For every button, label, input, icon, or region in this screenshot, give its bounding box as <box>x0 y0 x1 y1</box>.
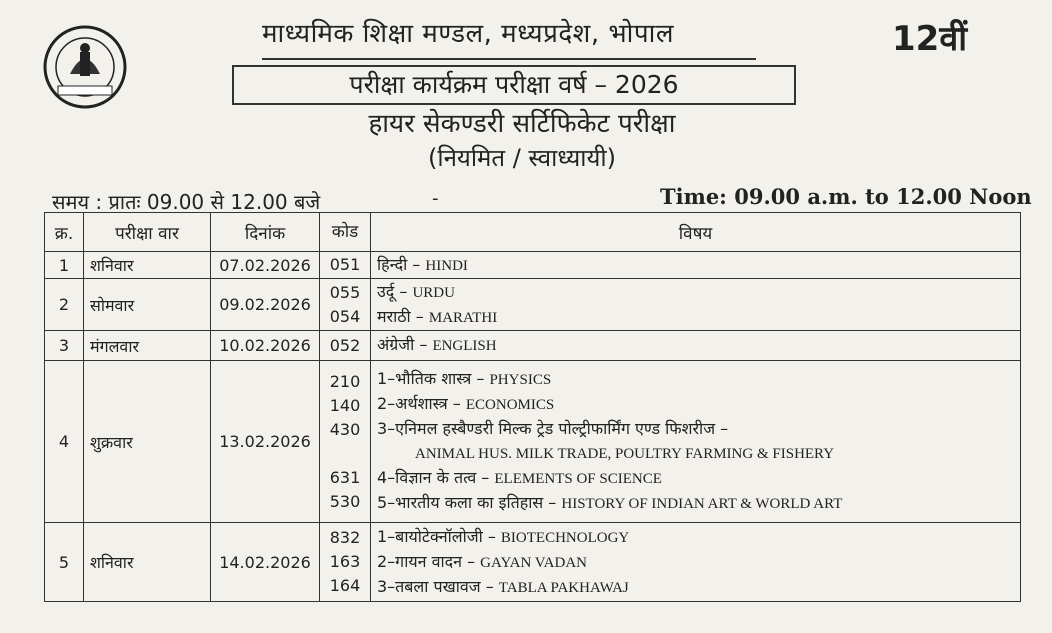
subject-code: 631 <box>329 467 361 487</box>
subject-hindi: अंग्रेजी – <box>377 335 433 354</box>
row-subjects <box>371 252 1021 279</box>
subject-line <box>377 367 1014 392</box>
row-date: 14.02.2026 <box>211 523 320 602</box>
table-header-row <box>45 213 1021 252</box>
row-serial: 2 <box>45 279 84 331</box>
row-codes <box>320 252 371 279</box>
exam-schedule-title: परीक्षा कार्यक्रम परीक्षा वर्ष – 2026 <box>232 65 796 105</box>
subject-english: GAYAN VADAN <box>480 554 588 571</box>
subject-line <box>377 575 1014 600</box>
subject-code: 530 <box>329 491 361 511</box>
row-day: मंगलवार <box>84 331 211 361</box>
subject-line <box>377 466 1014 491</box>
table-row <box>45 279 1021 331</box>
row-codes <box>320 331 371 361</box>
header-day: परीक्षा वार <box>84 213 211 252</box>
row-date: 13.02.2026 <box>211 361 320 523</box>
row-day: शुक्रवार <box>84 361 211 523</box>
table-row <box>45 361 1021 523</box>
subject-line <box>377 333 1014 358</box>
row-subjects <box>371 361 1021 523</box>
subject-line <box>377 253 1014 278</box>
exam-timetable <box>44 212 1021 602</box>
row-codes <box>320 279 371 331</box>
header-serial: क्र. <box>45 213 84 252</box>
subject-hindi: हिन्दी – <box>377 254 426 274</box>
subject-code: 055 <box>329 282 361 302</box>
row-date: 09.02.2026 <box>211 279 320 331</box>
subject-english: URDU <box>412 284 455 301</box>
subject-line <box>377 417 1014 441</box>
subject-code: 051 <box>329 255 361 274</box>
row-serial: 4 <box>45 361 84 523</box>
table-row <box>45 252 1021 279</box>
header-subject: विषय <box>371 213 1021 252</box>
subject-hindi: 2–अर्थशास्त्र – <box>377 394 466 413</box>
row-serial: 3 <box>45 331 84 361</box>
subject-english: MARATHI <box>428 309 498 326</box>
subject-hindi: उर्दू – <box>377 281 413 301</box>
certificate-title: हायर सेकण्डरी सर्टिफिकेट परीक्षा <box>368 109 676 139</box>
subject-line <box>377 525 1014 550</box>
exam-mode: (नियमित / स्वाध्यायी) <box>428 144 616 172</box>
subject-code: 210 <box>329 371 361 391</box>
row-serial: 1 <box>45 252 84 279</box>
subject-english: ANIMAL HUS. MILK TRADE, POULTRY FARMING & FISHERY <box>415 446 835 462</box>
subject-hindi: 3–तबला पखावज – <box>377 576 499 596</box>
subject-code: 163 <box>329 552 361 571</box>
row-subjects <box>371 331 1021 361</box>
subject-hindi: 1–भौतिक शास्त्र – <box>377 369 490 388</box>
row-date: 07.02.2026 <box>211 252 320 279</box>
row-subjects <box>371 523 1021 602</box>
subject-english: ECONOMICS <box>465 397 555 413</box>
subject-code: 164 <box>329 576 361 595</box>
row-codes <box>320 361 371 523</box>
subject-line <box>377 305 1014 330</box>
grade-label: 12वीं <box>892 19 968 59</box>
subject-english: BIOTECHNOLOGY <box>500 529 630 546</box>
subject-hindi: 1–बायोटेक्नॉलोजी – <box>377 526 501 546</box>
subject-english: HISTORY OF INDIAN ART & WORLD ART <box>561 496 843 512</box>
row-day: शनिवार <box>84 252 211 279</box>
row-subjects <box>371 279 1021 331</box>
subject-english: ELEMENTS OF SCIENCE <box>494 471 662 487</box>
subject-english: HINDI <box>425 257 468 274</box>
subject-hindi: मराठी – <box>377 306 429 326</box>
row-day: सोमवार <box>84 279 211 331</box>
subject-english: PHYSICS <box>489 372 552 388</box>
subject-hindi: 2–गायन वादन – <box>377 551 481 571</box>
subject-english: ENGLISH <box>432 338 497 354</box>
subject-code <box>326 442 364 466</box>
subject-english: TABLA PAKHAWAJ <box>498 579 629 596</box>
subject-hindi: 5–भारतीय कला का इतिहास – <box>377 493 562 512</box>
subject-line <box>377 550 1014 575</box>
row-day: शनिवार <box>84 523 211 602</box>
subject-line <box>377 441 1014 466</box>
row-codes <box>320 523 371 602</box>
time-english: Time: 09.00 a.m. to 12.00 Noon <box>660 184 1032 209</box>
row-date: 10.02.2026 <box>211 331 320 361</box>
timetable-body <box>45 252 1021 602</box>
subject-line <box>377 280 1014 305</box>
subject-line <box>377 491 1014 516</box>
row-serial: 5 <box>45 523 84 602</box>
subject-code: 140 <box>329 395 361 415</box>
dash-mark: - <box>432 188 439 209</box>
subject-hindi: 4–विज्ञान के तत्व – <box>377 468 495 487</box>
header-date: दिनांक <box>211 213 320 252</box>
subject-code: 052 <box>329 335 361 355</box>
subject-line <box>377 392 1014 417</box>
time-hindi: समय : प्रातः 09.00 से 12.00 बजे <box>52 190 321 214</box>
board-title: माध्यमिक शिक्षा मण्डल, मध्यप्रदेश, भोपाल <box>262 14 756 60</box>
subject-code: 832 <box>329 528 361 547</box>
subject-code: 054 <box>329 306 361 326</box>
table-row <box>45 523 1021 602</box>
subject-hindi: 3–एनिमल हस्बैण्डरी मिल्क ट्रेड पोल्ट्रीफार्मिंग एण्ड फिशरीज – <box>377 419 729 438</box>
board-emblem-logo <box>40 22 130 112</box>
subject-code: 430 <box>329 419 361 439</box>
table-row <box>45 331 1021 361</box>
header-code: कोड <box>320 213 371 252</box>
